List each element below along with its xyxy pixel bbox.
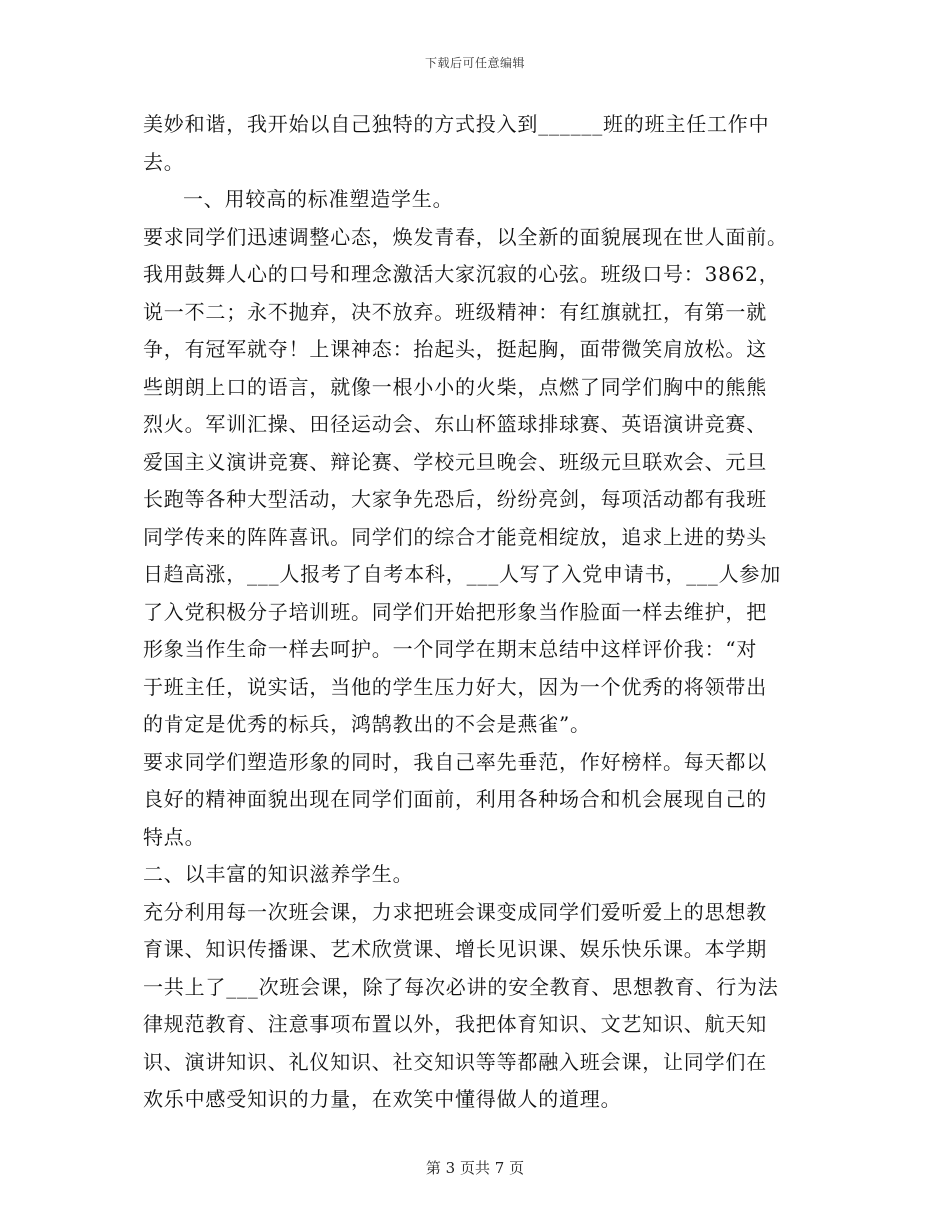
text-line: 一共上了___次班会课，除了每次必讲的安全教育、思想教育、行为法 xyxy=(143,974,779,999)
text-line: 的肯定是优秀的标兵，鸿鹄教出的不会是燕雀”。 xyxy=(143,712,591,736)
section-heading: 一、用较高的标准塑造学生。 xyxy=(183,187,454,211)
text-line: 充分利用每一次班会课，力求把班会课变成同学们爱听爱上的思想教 xyxy=(143,899,767,924)
text-line: 形象当作生命一样去呵护。一个同学在期末总结中这样评价我：“对 xyxy=(143,637,758,661)
text-line: 美妙和谐，我开始以自己独特的方式投入到______班的班主任工作中 xyxy=(143,112,770,136)
text-line: 日趋高涨，___人报考了自考本科，___人写了入党申请书，___人参加 xyxy=(143,562,781,586)
text-line: 律规范教育、注意事项布置以外，我把体育知识、文艺知识、航天知 xyxy=(143,1012,767,1036)
text-line: 要求同学们迅速调整心态，焕发青春，以全新的面貌展现在世人面前。 xyxy=(143,224,788,249)
text-line: 欢乐中感受知识的力量，在欢笑中懂得做人的道理。 xyxy=(143,1087,622,1111)
text-line: 爱国主义演讲竞赛、辩论赛、学校元旦晚会、班级元旦联欢会、元旦 xyxy=(143,449,767,474)
text-line: 要求同学们塑造形象的同时，我自己率先垂范，作好榜样。每天都以 xyxy=(143,749,767,774)
page-footer: 第 3 页共 7 页 xyxy=(425,1159,525,1177)
section-heading: 二、以丰富的知识滋养学生。 xyxy=(143,862,414,886)
body-text xyxy=(143,106,809,1119)
text-line: 长跑等各种大型活动，大家争先恐后，纷纷亮剑，每项活动都有我班 xyxy=(143,487,767,511)
text-line: 于班主任，说实话，当他的学生压力好大，因为一个优秀的将领带出 xyxy=(143,674,767,699)
text-line: 我用鼓舞人心的口号和理念激活大家沉寂的心弦。班级口号：3862， xyxy=(143,262,780,286)
text-line: 特点。 xyxy=(143,824,206,849)
page-header: 下载后可任意编辑 xyxy=(424,56,525,70)
text-line: 烈火。军训汇操、田径运动会、东山杯篮球排球赛、英语演讲竞赛、 xyxy=(143,412,767,436)
text-line: 了入党积极分子培训班。同学们开始把形象当作脸面一样去维护，把 xyxy=(143,599,767,624)
text-line: 育课、知识传播课、艺术欣赏课、增长见识课、娱乐快乐课。本学期 xyxy=(143,937,767,961)
text-line: 去。 xyxy=(143,149,185,174)
text-line: 争，有冠军就夺！上课神态：抬起头，挺起胸，面带微笑肩放松。这 xyxy=(143,337,767,361)
text-line: 同学传来的阵阵喜讯。同学们的综合才能竞相绽放，追求上进的势头 xyxy=(143,524,767,549)
text-line: 良好的精神面貌出现在同学们面前，利用各种场合和机会展现自己的 xyxy=(143,787,767,811)
text-line: 识、演讲知识、礼仪知识、社交知识等等都融入班会课，让同学们在 xyxy=(143,1049,767,1074)
text-line: 些朗朗上口的语言，就像一根小小的火柴，点燃了同学们胸中的熊熊 xyxy=(143,374,767,399)
text-line: 说一不二；永不抛弃，决不放弃。班级精神：有红旗就扛，有第一就 xyxy=(143,299,767,324)
